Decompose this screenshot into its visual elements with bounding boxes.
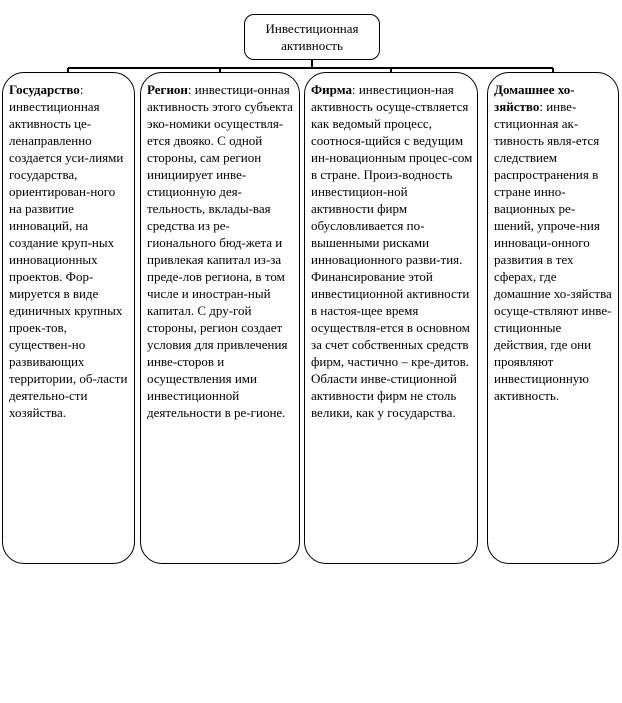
root-node (244, 14, 380, 60)
node-gosudarstvo-text: : инвестиционная активность це-ленаправленно создается уси-лиями государства, ориентирован-ного на развитие инноваций, на создание круп-ных инновационных проектов. Фор-мируется в виде единичных крупных проек-тов, существен-но развивающих территории, об-ласти деятельно-сти хозяйства. (9, 82, 128, 420)
node-firma-text: : инвестицион-ная активность осуще-ствляется как ведомый процесс, соотнося-щийся с ведущим ин-новационным процес-сом в стране. Произ-водность инвестицион-ной активности фирм обусловливается по-вышенными рисками инновационного разви-тия. Финансирование этой инвестиционной активности в настоя-щее время осуществля-ется в основном за счет собственных средств фирм, частично – кре-дитов. Области инве-стиционной активности фирм не столь велики, как у государства. (311, 82, 473, 420)
node-firma (304, 72, 478, 564)
node-gosudarstvo (2, 72, 135, 564)
root-node-label: Инвестиционная активность (265, 21, 359, 53)
node-region-text: : инвестици-онная активность этого субъекта эко-номики осуществля-ется двояко. С одной стороны, сам регион инициирует инве-стиционную дея-тельность, вклады-вая средства из ре-гионального бюд-жета и привлекая капитал из-за преде-лов региона, в том числе и иностран-ный капитал. С дру-гой стороны, регион создает условия для привлечения инве-сторов и осуществления ими инвестиционной деятельности в ре-гионе. (147, 82, 293, 420)
node-region-title: Регион (147, 82, 188, 97)
node-domashnee-text: : инве-стиционная ак-тивность явля-ется следствием распространения в стране инно-вационных ре-шений, упроче-ния инноваци-онного развития в тех сферах, где домашние хо-зяйства осуще-ствляют инве-стиционные действия, где они проявляют инвестиционную активность. (494, 99, 612, 403)
node-region (140, 72, 300, 564)
node-domashnee-title: Домашнее хо-зяйство (494, 82, 575, 114)
node-domashnee-hozyaystvo (487, 72, 619, 564)
node-gosudarstvo-title: Государство (9, 82, 80, 97)
node-firma-title: Фирма (311, 82, 352, 97)
